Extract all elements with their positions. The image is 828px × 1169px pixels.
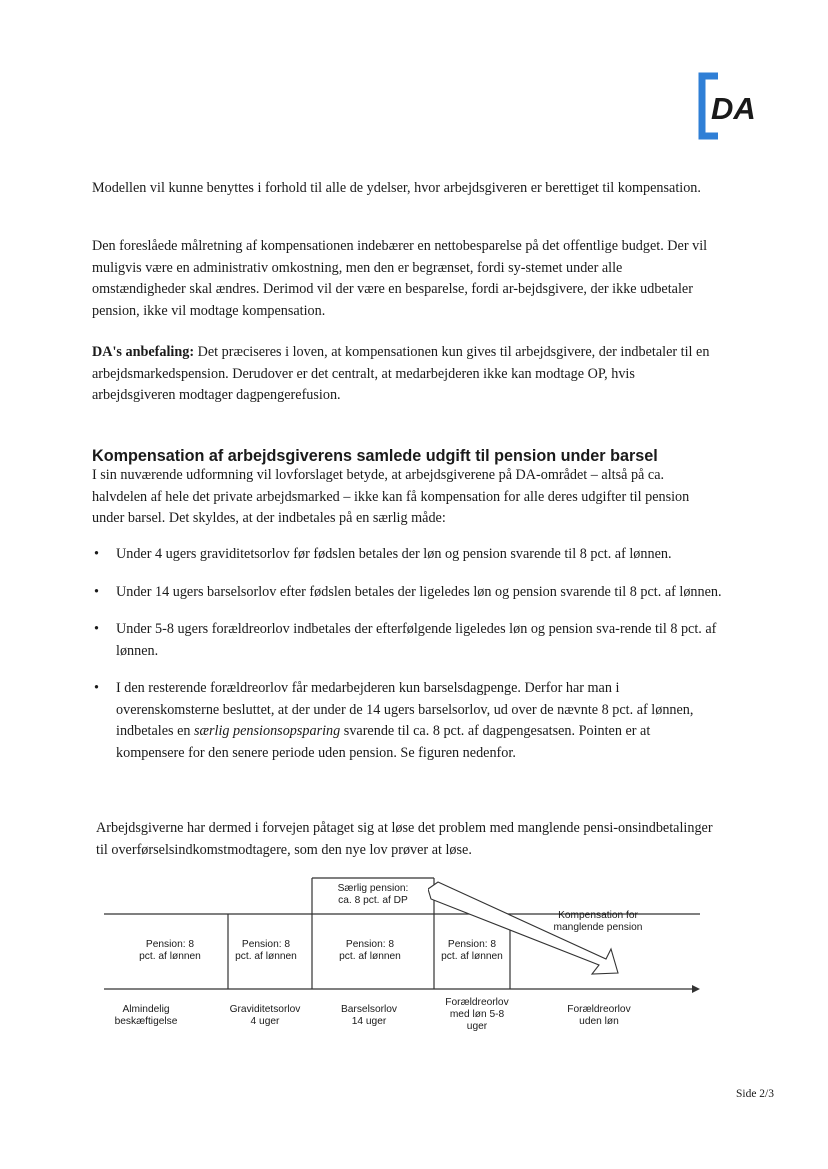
page-number: Side 2/3: [735, 1088, 774, 1100]
pension-diagram: [0, 868, 828, 1048]
period-parental-unpaid: Forældreorlov uden løn: [567, 1004, 631, 1027]
period-maternity: Barselsorlov 14 uger: [340, 1004, 398, 1027]
logo-text: DA: [711, 91, 756, 126]
paragraph-intro: I sin nuværende udformning vil lovforslaget betyde, at arbejdsgiverene på DA-området – altså på ca. halvdelen af hele det private arbejdsmarked – ikke kan få kompensation for alle deres udgifter til pension under barsel. Det skyldes, at der indbetales på en særlig måde:: [92, 467, 690, 526]
recommendation-text: Det præciseres i loven, at kompensationen kun gives til arbejdsgivere, der indbetaler til en arbejdsmarkedspension. Derudover er det centralt, at medarbejderen ikke kan modtage OP, hvis arbejdsgiveren modtager dagpengerefusion.: [92, 344, 710, 403]
bullet-text-end: svarende til ca. 8 pct. af dagpengesatsen. Pointen er at kompensere for den senere periode uden pension. Se figuren nedenfor.: [116, 723, 651, 761]
timeline-arrowhead: [692, 985, 700, 993]
section-heading: Kompensation af arbejdsgiverens samlede udgift til pension under barsel: [92, 447, 658, 465]
paragraph-conclusion: Arbejdsgiverne har dermed i forvejen påtaget sig at løse det problem med manglende pensi-onsindbetalinger til overførselsindkomstmodtagere, som den nye lov prøver at løse.: [96, 820, 713, 858]
da-logo: [698, 72, 762, 140]
bullet-text: Under 4 ugers graviditetsorlov før fødslen betales der løn og pension svarende til 8 pct. af lønnen.: [116, 546, 672, 562]
period-normal: Almindelig beskæftigelse: [114, 1004, 178, 1027]
paragraph-recommendation: [92, 342, 712, 407]
bullet-text: Under 5-8 ugers forældreorlov indbetales der efterfølgende ligeledes løn og pension sva-rende til 8 pct. af lønnen.: [116, 621, 717, 659]
pension-box-parental: Pension: 8 pct. af lønnen: [441, 939, 503, 962]
da-logo-icon: [698, 72, 762, 140]
recommendation-label: DA's anbefaling:: [92, 344, 195, 360]
bullet-text-start: I den resterende forældreorlov får medarbejderen kun barselsdagpenge. Derfor har man i overenskomsterne besluttet, at der under de 14 ugers barselsorlov, ud over de nævnte 8 pct. af lønnen, indbetales en: [116, 680, 694, 739]
compensation-label: Kompensation for manglende pension: [553, 910, 643, 933]
pension-box-maternity: Pension: 8 pct. af lønnen: [339, 939, 401, 962]
paragraph-savings: Den foreslåede målretning af kompensationen indebærer en nettobesparelse på det offentlige budget. Der vil muligvis være en administrativ omkostning, men den er begrænset, fordi sy-stemet under alle omstændigheder skal ændres. Derimod vil der være en besparelse, fordi ar-bejdsgivere, der ikke udbetaler pension, ikke vil modtage kompensation.: [92, 238, 708, 319]
bullet-list: [92, 544, 722, 764]
bullet-item: [92, 619, 722, 662]
pension-box-normal: Pension: 8 pct. af lønnen: [139, 939, 201, 962]
bullet-item: [92, 678, 722, 764]
period-pregnancy: Graviditetsorlov 4 uger: [229, 1004, 301, 1027]
period-parental-paid: Forældreorlov med løn 5-8 uger: [445, 997, 509, 1032]
bullet-dot: •: [94, 546, 99, 562]
bullet-dot: •: [94, 621, 99, 637]
bullet-text: Under 14 ugers barselsorlov efter fødslen betales der ligeledes løn og pension svarende til 8 pct. af lønnen.: [116, 583, 722, 600]
special-pension-box: Særlig pension: ca. 8 pct. af DP: [318, 883, 428, 907]
paragraph-model: Modellen vil kunne benyttes i forhold til alle de ydelser, hvor arbejdsgiveren er berettiget til kompensation.: [92, 180, 701, 196]
bullet-text-emphasis: særlig pensionsopsparing: [194, 723, 341, 739]
bullet-dot: •: [94, 583, 99, 600]
bullet-item: [92, 582, 722, 604]
bullet-dot: •: [94, 680, 99, 696]
bullet-item: [92, 544, 722, 566]
bullet-text: [116, 680, 693, 761]
pension-box-pregnancy: Pension: 8 pct. af lønnen: [235, 939, 297, 962]
